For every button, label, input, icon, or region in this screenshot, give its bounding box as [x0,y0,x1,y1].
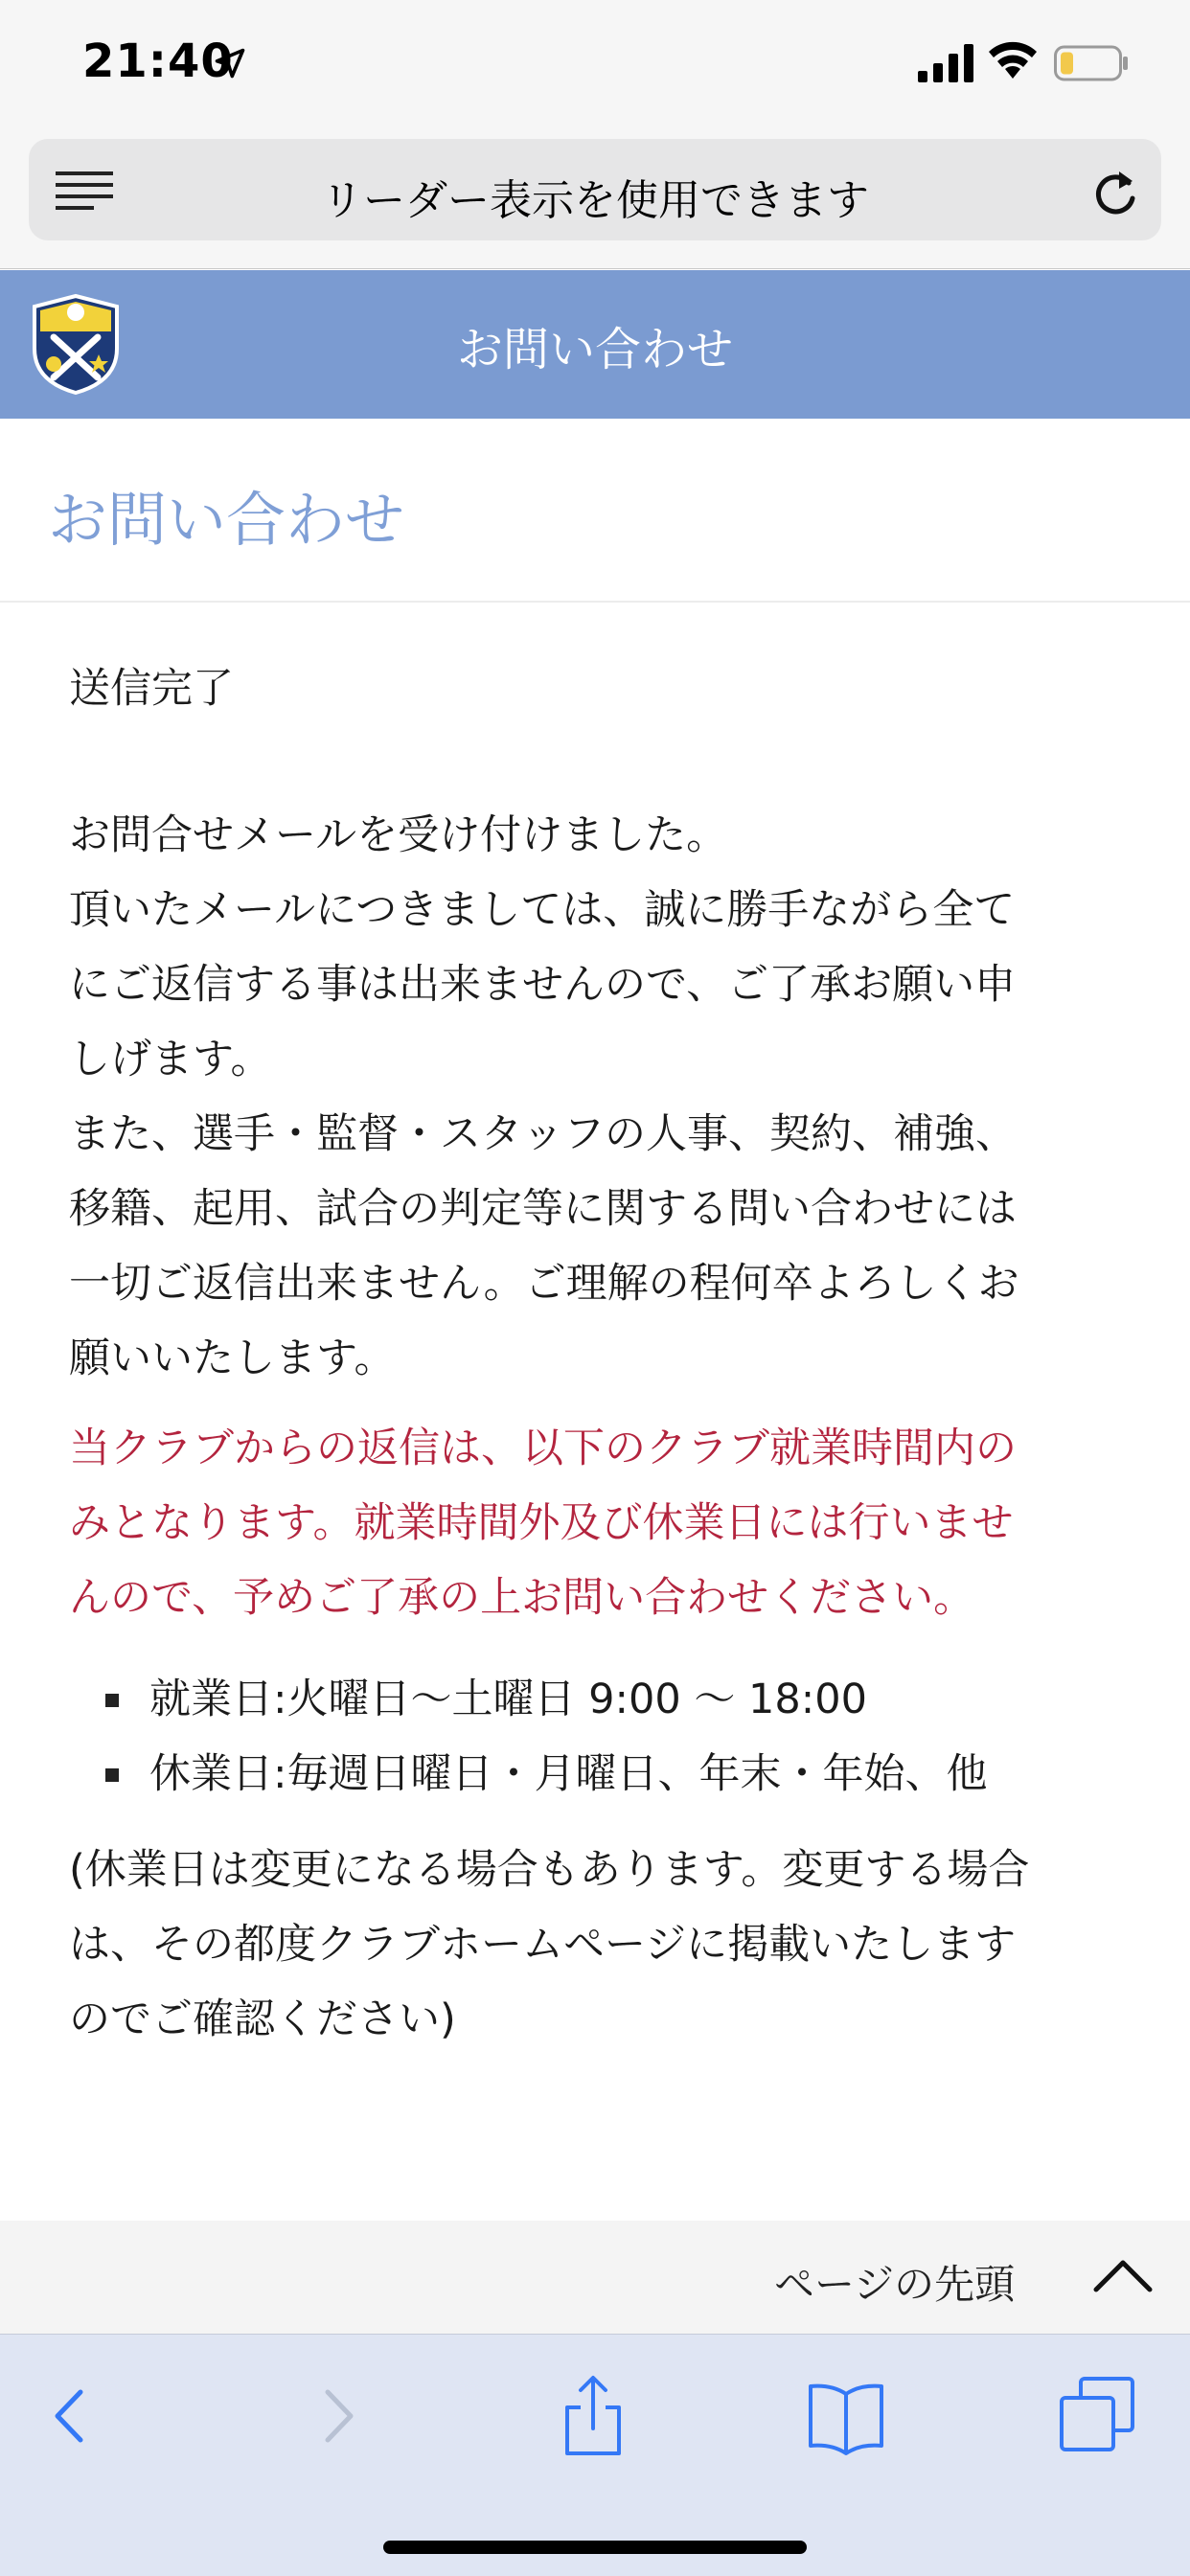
note-line: は、その都度クラブホームページに掲載いたします [69,1921,1017,1969]
notice-line: 当クラブからの返信は、以下のクラブ就業時間内の [69,1425,1017,1472]
address-bar[interactable] [29,139,1161,240]
back-icon[interactable] [29,2373,115,2459]
note-line: (休業日は変更になる場合もあります。変更する場合 [69,1846,1030,1894]
paragraph-line: 移籍、起用、試合の判定等に関する問い合わせには [69,1185,1017,1233]
header-title: お問い合わせ [456,323,733,376]
list-item [69,1737,1133,1812]
reload-icon[interactable] [1092,168,1138,217]
business-days-text: 就業日:火曜日〜土曜日 9:00 〜 18:00 [149,1676,867,1723]
paragraph-line: 一切ご返信出来ません。ご理解の程何卒よろしくお [69,1260,1019,1308]
reader-available-text[interactable]: リーダー表示を使用できます [321,176,869,225]
business-hours-list [69,1662,1133,1812]
notice-line: んので、予めご了承の上お問い合わせください。 [69,1574,975,1622]
reader-view-icon[interactable] [56,170,113,212]
page-title: お問い合わせ [48,485,405,555]
confirmation-paragraph [69,798,1133,1396]
page-top-label[interactable]: ページの先頭 [774,2261,1016,2308]
back-button[interactable] [29,2373,115,2459]
cellular-signal-icon [918,44,973,82]
notice-line: みとなります。就業時間外及び休業日には行いませ [69,1499,1014,1547]
bullet-icon [105,1768,119,1782]
status-time: 21:40 [82,34,234,88]
forward-icon[interactable] [293,2373,379,2459]
paragraph-line: 頂いたメールにつきましては、誠に勝手ながら全て [69,886,1016,934]
bookmarks-icon[interactable] [803,2373,889,2459]
browser-address-area [0,129,1190,269]
list-item [69,1662,1133,1737]
paragraph-line: また、選手・監督・スタッフの人事、契約、補強、 [69,1110,1017,1158]
paragraph-line: しげます。 [69,1036,272,1083]
wifi-icon [987,40,1039,80]
page-title-section [0,419,1190,603]
closed-days-text: 休業日:毎週日曜日・月曜日、年末・年始、他 [149,1750,988,1798]
paragraph-line: にご返信する事は出来ませんので、ご了承お願い申 [69,961,1017,1009]
paragraph-line: お問合せメールを受け付けました。 [69,811,728,859]
tabs-button[interactable] [1054,2373,1140,2459]
site-header [0,270,1190,419]
share-icon[interactable] [550,2373,636,2459]
bookmarks-button[interactable] [803,2373,889,2459]
tabs-icon[interactable] [1054,2373,1140,2459]
chevron-up-icon[interactable] [1092,2255,1154,2293]
holiday-change-note [69,1833,1133,2057]
page-top-link[interactable] [0,2221,1190,2334]
home-indicator [383,2541,807,2554]
battery-icon [1054,44,1129,82]
forward-button[interactable] [293,2373,379,2459]
bullet-icon [105,1694,119,1707]
paragraph-line: 願いいたします。 [69,1334,396,1382]
content [69,651,1133,2057]
reply-hours-notice [69,1411,1133,1635]
note-line: のでご確認ください) [69,1995,456,2043]
location-arrow-icon [213,46,247,80]
status-bar [0,0,1190,129]
share-button[interactable] [550,2373,636,2459]
sent-complete-heading: 送信完了 [69,665,234,713]
